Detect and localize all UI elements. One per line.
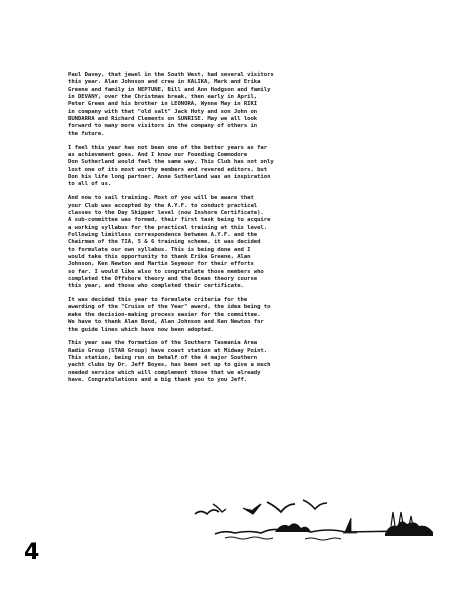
sailboat-icon	[343, 518, 357, 533]
paragraph-sail-training: And now to sail training. Most of you will be aware that your Club was accepted by the A.Y.F. to conduct practical classes to the Day Skipper level (now Inshore Certificate). A sub-committee was formed, their first task being to acquire a working syllabus for the practical training at this level. Following limitless correspondence between A.Y.F. and the Chairman of the TIA, 5 & 6 training scheme, it was decided to formulate our own syllabus. This is being done and I would take this opportunity to thank Erika Greene, Alan Johnson, Ken Newton and Martin Seymour for their efforts so far. I would like also to congratulate those members who completed the Offshore theory and the Ocean theory course this year, and those who completed their certificate.	[68, 195, 271, 290]
bird-icon	[243, 504, 261, 514]
waves-icon	[225, 537, 341, 540]
seabirds-over-shoreline-icon	[185, 498, 455, 544]
paragraph-visitors: Paul Davey, that jewel in the South West, had several visitors this year. Alan Johnson and crew in KALIKA, Mark and Erika Greene and family in NEPTUNE, Bill and Ann Hodgson and family in DEVANY, over the Christmas break, then early in April, Peter Green and his brother in LEONORA, Wynne May in RIKI in company with that "old salt" Jack Hoty and son John on BUNDARRA and Richard Clements on SUNRISE. May we all look forward to many more visitors in the company of others in the future.	[68, 72, 274, 137]
bird-icon	[303, 500, 327, 509]
paragraph-achievement: I feel this year has not been one of the better years as far as achievement goes. And I know our Founding Commodore Don Sutherland would feel the same way. This Club has not only lost one of its most worthy members and revered editors, but Don his life long partner. Anne Sutherland was an inspiration to all of us.	[68, 144, 274, 188]
rocks-icon	[275, 523, 311, 532]
page-number: 4	[24, 540, 40, 565]
bird-icon	[267, 502, 295, 512]
bird-icon	[195, 510, 219, 514]
paragraph-cruise-award: It was decided this year to formulate criteria for the awarding of the "Cruise of the Year" award, the idea being to make the decision-making process easier for the committee. We have to thank Alan Bond, Alan Johnson and Ken Newton for the guide lines which have now been adopted.	[68, 297, 271, 333]
body-text	[68, 72, 398, 391]
paragraph-radio-group: This year saw the formation of the Southern Tasmania Area Radio Group (STAR Group) have coast station at Midway Point. This station, being run on behalf of the 4 major Southern yacht clubs by Dr. Jeff Boyes, has been set up to give a much needed service which will complement those that we already have. Congratulations and a big thank you to you Jeff.	[68, 340, 271, 384]
